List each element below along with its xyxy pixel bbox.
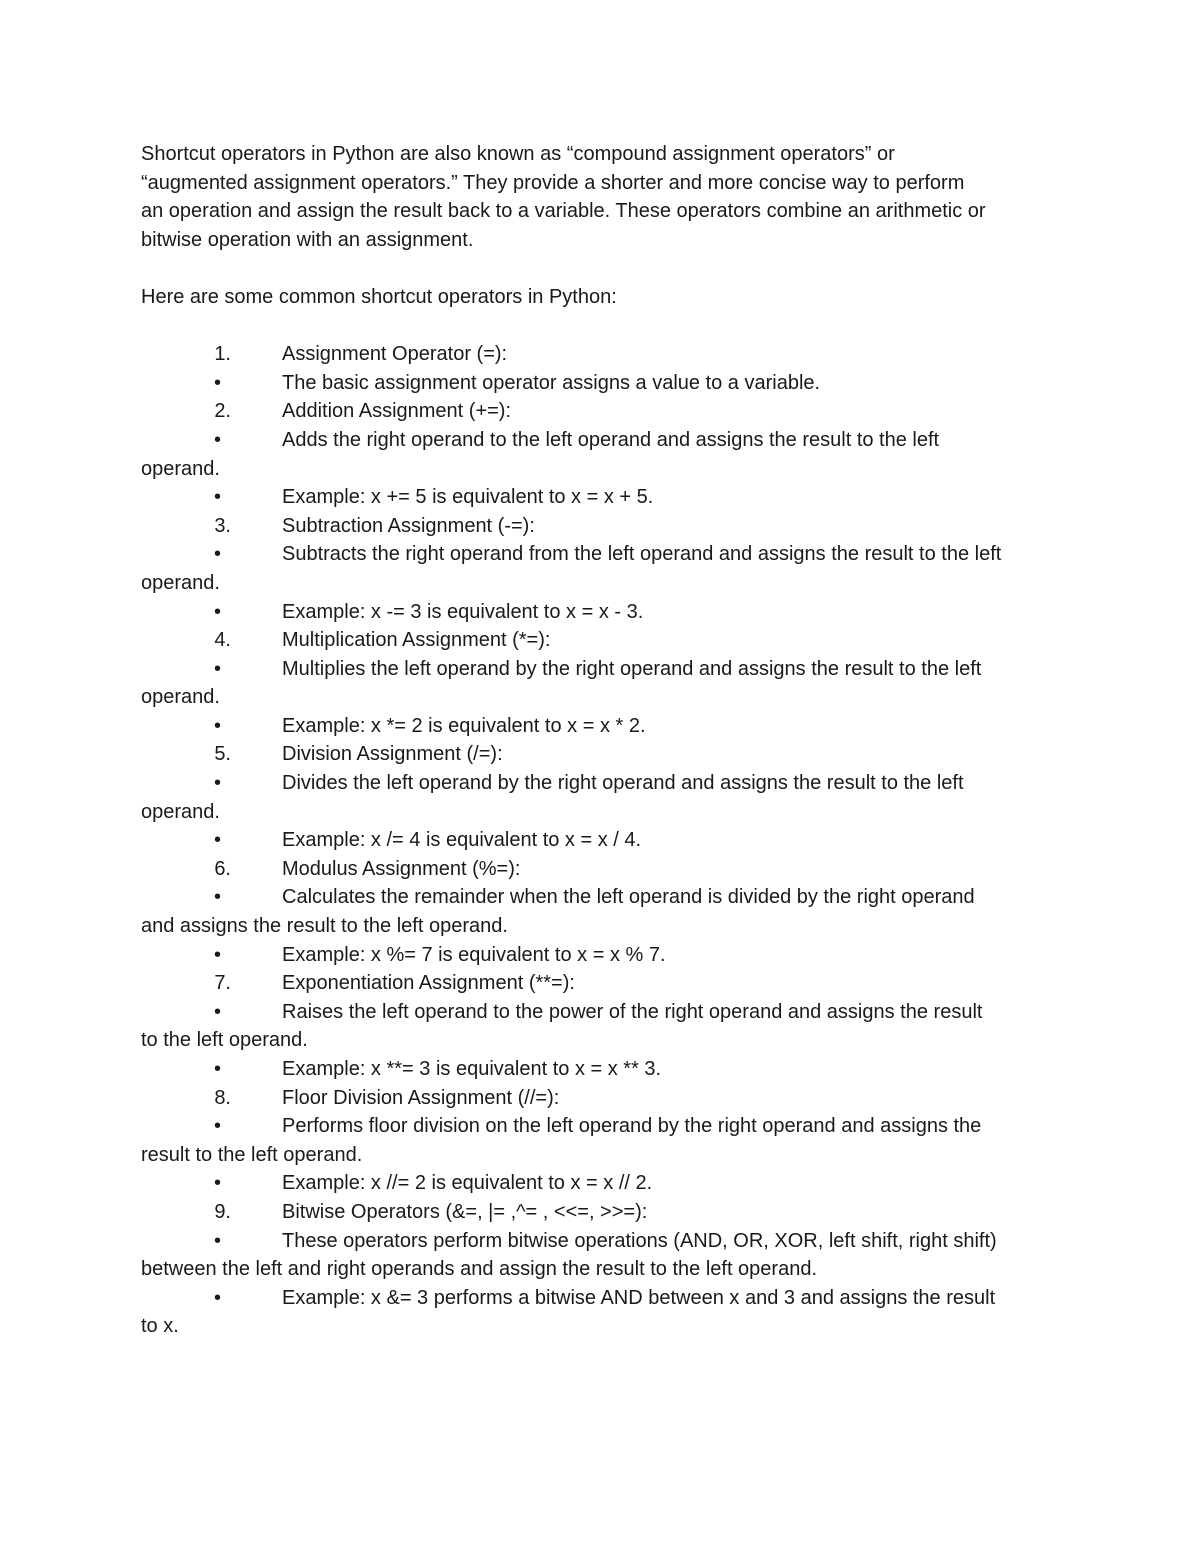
lead-paragraph: Here are some common shortcut operators in Python: xyxy=(141,285,617,308)
bullet-marker: • xyxy=(213,486,221,509)
list-item-text: Exponentiation Assignment (**=): xyxy=(282,972,575,995)
list-item-continuation: result to the left operand. xyxy=(141,1143,363,1166)
number-marker: 4. xyxy=(214,629,231,652)
list-bullet-item xyxy=(141,826,1061,855)
list-numbered-item xyxy=(141,740,1061,769)
paragraph-spacer xyxy=(141,254,1061,283)
list-item-text: Example: x **= 3 is equivalent to x = x ** 3. xyxy=(282,1058,662,1080)
list-item-text: The basic assignment operator assigns a value to a variable. xyxy=(282,371,821,394)
list-item-text: Addition Assignment (+=): xyxy=(282,400,512,423)
list-bullet-item xyxy=(141,655,1061,712)
list-bullet-item xyxy=(141,712,1061,741)
list-bullet-item xyxy=(141,540,1061,597)
list-item-continuation: operand. xyxy=(141,800,220,823)
list-bullet-item xyxy=(141,769,1061,826)
number-marker: 2. xyxy=(214,400,231,423)
list-item-text: Adds the right operand to the left operand and assigns the result to the left xyxy=(282,428,940,451)
bullet-marker: • xyxy=(213,1172,221,1195)
bullet-marker: • xyxy=(213,1229,221,1252)
list-item-text: Calculates the remainder when the left operand is divided by the right operand xyxy=(282,886,975,909)
list-item-text: Floor Division Assignment (//=): xyxy=(282,1086,560,1109)
document-page xyxy=(141,140,1061,1341)
list-bullet-item xyxy=(141,1055,1061,1084)
operator-list xyxy=(141,340,1061,1341)
list-item-text: Bitwise Operators (&=, |= ,^= , <<=, >>=): xyxy=(282,1200,648,1223)
list-numbered-item xyxy=(141,855,1061,884)
list-item-continuation: to the left operand. xyxy=(141,1029,308,1052)
list-bullet-item xyxy=(141,1112,1061,1169)
bullet-marker: • xyxy=(213,600,221,623)
list-numbered-item xyxy=(141,969,1061,998)
list-item-text: Subtracts the right operand from the left operand and assigns the result to the left xyxy=(282,543,1002,566)
list-item-text: Subtraction Assignment (-=): xyxy=(282,514,535,537)
number-marker: 3. xyxy=(214,514,231,537)
list-item-text: Example: x /= 4 is equivalent to x = x / 4. xyxy=(282,829,642,852)
bullet-marker: • xyxy=(213,943,221,966)
bullet-marker: • xyxy=(213,428,221,451)
list-item-text: Performs floor division on the left operand by the right operand and assigns the xyxy=(282,1115,982,1138)
list-item-text: Raises the left operand to the power of the right operand and assigns the result xyxy=(282,1000,983,1023)
list-item-text: Example: x *= 2 is equivalent to x = x * 2. xyxy=(282,714,646,737)
list-item-text: Assignment Operator (=): xyxy=(282,343,508,366)
number-marker: 5. xyxy=(214,743,231,766)
number-marker: 8. xyxy=(214,1086,231,1109)
list-item-text: Example: x &= 3 performs a bitwise AND between x and 3 and assigns the result xyxy=(282,1286,996,1309)
list-bullet-item xyxy=(141,598,1061,627)
number-marker: 1. xyxy=(214,343,231,366)
bullet-marker: • xyxy=(213,1286,221,1309)
list-bullet-item xyxy=(141,483,1061,512)
list-item-text: Example: x -= 3 is equivalent to x = x - 3. xyxy=(282,600,644,623)
list-item-text: Division Assignment (/=): xyxy=(282,743,503,766)
list-item-text: Modulus Assignment (%=): xyxy=(282,857,521,880)
bullet-marker: • xyxy=(213,371,221,394)
bullet-marker: • xyxy=(213,1058,221,1080)
list-item-continuation: operand. xyxy=(141,457,220,480)
list-item-text: Multiplication Assignment (*=): xyxy=(282,629,551,652)
list-numbered-item xyxy=(141,626,1061,655)
list-bullet-item xyxy=(141,1169,1061,1198)
bullet-marker: • xyxy=(213,543,221,566)
list-item-text: Example: x //= 2 is equivalent to x = x // 2. xyxy=(282,1172,653,1195)
bullet-marker: • xyxy=(213,714,221,737)
list-numbered-item xyxy=(141,397,1061,426)
list-bullet-item xyxy=(141,1284,1061,1341)
bullet-marker: • xyxy=(213,1115,221,1138)
bullet-marker: • xyxy=(213,1000,221,1023)
list-bullet-item xyxy=(141,998,1061,1055)
list-numbered-item xyxy=(141,1084,1061,1113)
list-item-text: Example: x += 5 is equivalent to x = x + 5. xyxy=(282,486,654,509)
list-item-continuation: to x. xyxy=(141,1315,179,1338)
list-item-continuation: operand. xyxy=(141,571,220,594)
intro-paragraph: Shortcut operators in Python are also known as “compound assignment operators” or “augmented assignment operators.” They provide a shorter and more concise way to perform an operation and assign the result back to a variable. These operators combine an arithmetic or bitwise operation with an assignment. xyxy=(141,143,986,251)
list-item-text: Example: x %= 7 is equivalent to x = x % 7. xyxy=(282,943,666,966)
list-numbered-item xyxy=(141,1198,1061,1227)
list-bullet-item xyxy=(141,369,1061,398)
number-marker: 9. xyxy=(214,1200,231,1223)
number-marker: 7. xyxy=(214,972,231,995)
list-bullet-item xyxy=(141,426,1061,483)
list-item-text: Divides the left operand by the right operand and assigns the result to the left xyxy=(282,772,964,795)
bullet-marker: • xyxy=(213,657,221,680)
list-item-continuation: and assigns the result to the left operand. xyxy=(141,915,508,938)
number-marker: 6. xyxy=(214,857,231,880)
list-numbered-item xyxy=(141,512,1061,541)
list-item-text: Multiplies the left operand by the right operand and assigns the result to the left xyxy=(282,657,982,680)
list-bullet-item xyxy=(141,883,1061,940)
list-item-continuation: between the left and right operands and assign the result to the left operand. xyxy=(141,1258,818,1281)
list-item-continuation: operand. xyxy=(141,686,220,709)
list-bullet-item xyxy=(141,941,1061,970)
list-numbered-item xyxy=(141,340,1061,369)
bullet-marker: • xyxy=(213,829,221,852)
list-item-text: These operators perform bitwise operations (AND, OR, XOR, left shift, right shift) xyxy=(282,1229,997,1252)
bullet-marker: • xyxy=(213,886,221,909)
bullet-marker: • xyxy=(213,772,221,795)
list-bullet-item xyxy=(141,1227,1061,1284)
paragraph-spacer xyxy=(141,312,1061,341)
